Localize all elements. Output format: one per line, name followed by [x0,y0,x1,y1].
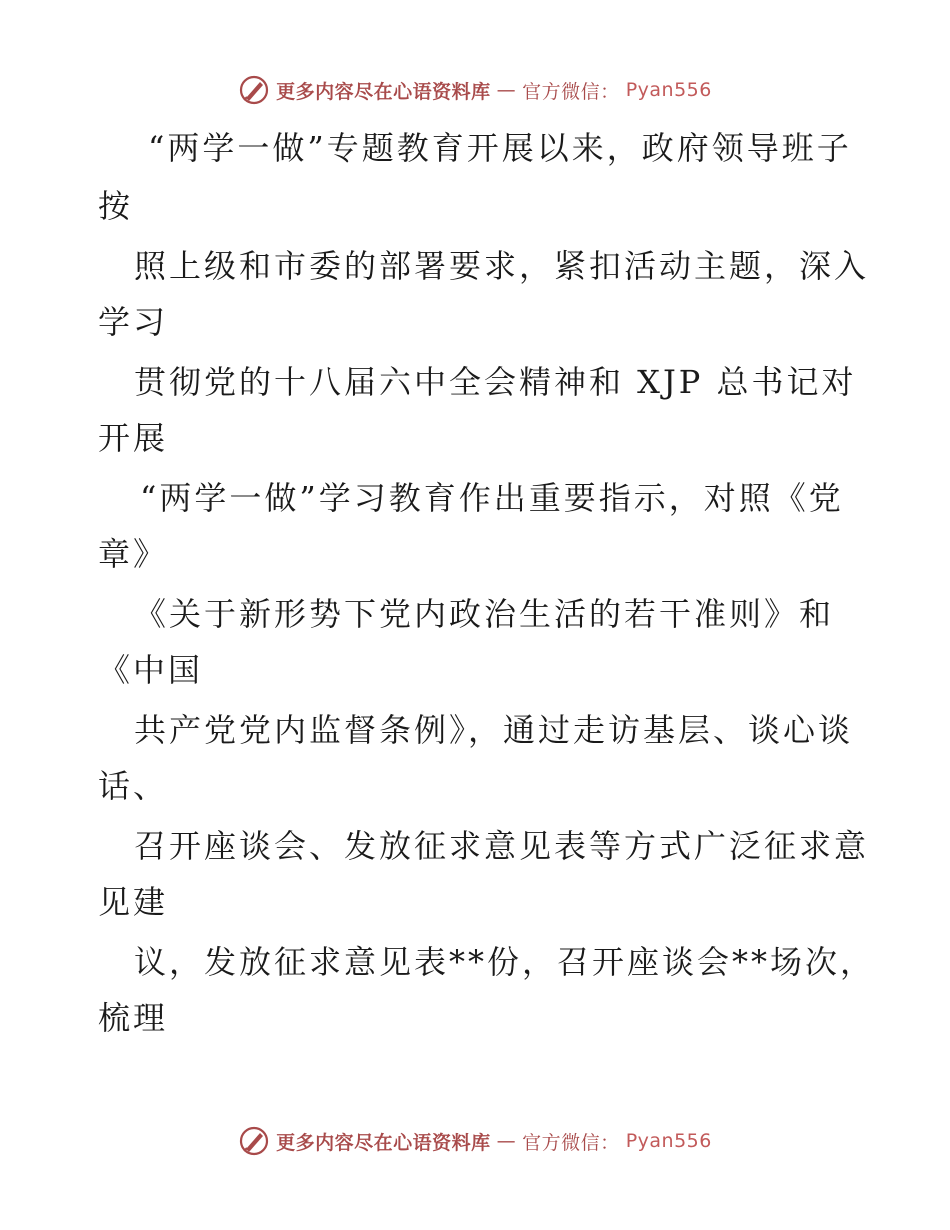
footer-banner [0,1121,950,1161]
text-line: 共产党党内监督条例》，通过走访基层、谈心谈 [134,711,854,749]
text-line: 《中国 [98,651,204,689]
quill-logo-icon [238,1125,270,1157]
text-line: 学习 [98,303,169,341]
text-line: 议，发放征求意见表**份，召开座谈会**场次， [134,943,876,981]
text-line: 开展 [98,419,169,457]
banner-separator: — [496,1130,517,1152]
banner-wechat-id: Pyan556 [625,1130,712,1152]
text-line: 贯彻党的十八届六中全会精神和 XJP 总书记对 [134,363,857,401]
banner-title: 更多内容尽在心语资料库 [276,1131,491,1154]
text-line: 召开座谈会、发放征求意见表等方式广泛征求意 [134,827,870,865]
banner-separator: — [496,79,517,101]
banner-wechat-label: 官方微信： [522,1131,620,1154]
header-banner [0,70,950,110]
banner-wechat-label: 官方微信： [522,80,620,103]
text-line: 按 [98,187,134,225]
banner-title: 更多内容尽在心语资料库 [276,80,491,103]
text-line: 梳理 [98,999,169,1037]
quill-logo-icon [238,74,270,106]
text-line: 见建 [98,883,169,921]
banner-wechat-id: Pyan556 [625,79,712,101]
text-line: 话、 [98,767,169,805]
text-line: 章》 [98,535,169,573]
text-line: 照上级和市委的部署要求，紧扣活动主题，深入 [134,247,870,285]
text-line: “两学一做”学习教育作出重要指示，对照《党 [140,479,844,517]
text-line: 《关于新形势下党内政治生活的若干准则》和 [134,595,835,633]
text-line: “两学一做”专题教育开展以来，政府领导班子 [148,129,852,167]
